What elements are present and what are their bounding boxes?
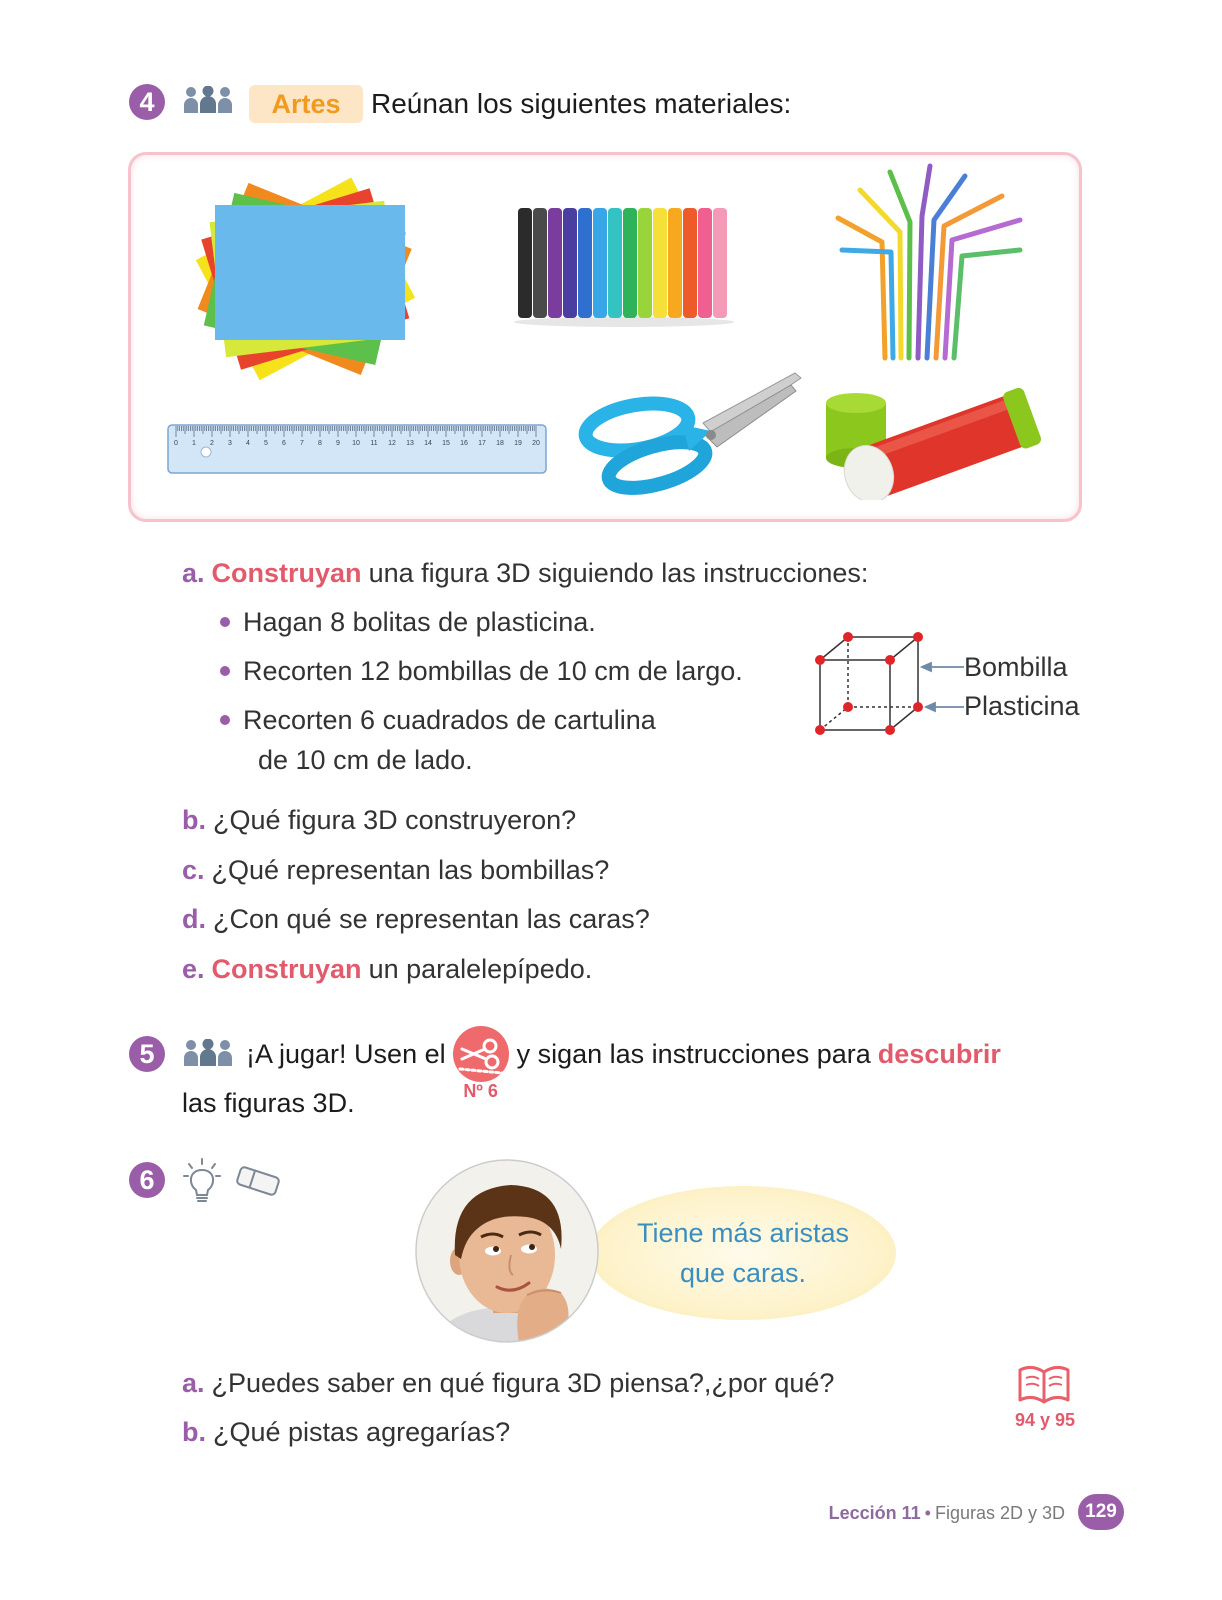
instruction-bullet: Hagan 8 bolitas de plasticina. bbox=[243, 607, 596, 637]
lesson-label: Lección 11 bbox=[828, 1503, 921, 1523]
item-text: un paralelepípedo. bbox=[368, 954, 593, 984]
highlight-verb: Construyan bbox=[211, 954, 362, 984]
item-text: ¿Qué figura 3D construyeron? bbox=[213, 805, 577, 835]
ruler-label: 3 bbox=[228, 440, 232, 447]
item-text: ¿Qué representan las bombillas? bbox=[211, 855, 610, 885]
ruler-label: 6 bbox=[282, 440, 286, 447]
question-d bbox=[182, 902, 650, 936]
plasticine-stick bbox=[563, 208, 577, 318]
instruction-text: y sigan las instrucciones para bbox=[516, 1038, 871, 1069]
speech-bubble bbox=[590, 1186, 896, 1320]
plasticine-stick bbox=[668, 208, 682, 318]
question-c bbox=[182, 853, 609, 887]
question-a bbox=[182, 1366, 834, 1400]
lesson-topic: Figuras 2D y 3D bbox=[934, 1503, 1065, 1523]
bullet bbox=[220, 666, 230, 676]
plasticine-stick bbox=[653, 208, 667, 318]
plasticine-stick bbox=[548, 208, 562, 318]
item-text: ¿Qué pistas agregarías? bbox=[213, 1417, 511, 1447]
ruler-label: 20 bbox=[532, 440, 540, 447]
item-label: a. bbox=[182, 1368, 205, 1398]
ruler-label: 12 bbox=[388, 440, 396, 447]
item-label: b. bbox=[182, 805, 206, 835]
lightbulb-icon bbox=[183, 1158, 221, 1204]
question-b bbox=[182, 1415, 510, 1449]
plasticine-stick bbox=[683, 208, 697, 318]
plasticine-image bbox=[512, 200, 742, 330]
item-text: una figura 3D siguiendo las instrucciones: bbox=[368, 558, 869, 588]
subject-tag: Artes bbox=[249, 85, 363, 123]
glue-stick-image bbox=[820, 385, 1045, 500]
ruler-label: 2 bbox=[210, 440, 214, 447]
item-label: d. bbox=[182, 904, 206, 934]
bullet bbox=[220, 617, 230, 627]
plasticine-stick bbox=[518, 208, 532, 318]
question-e bbox=[182, 952, 592, 986]
plasticine-stick bbox=[638, 208, 652, 318]
cube-diagram bbox=[800, 620, 970, 745]
ruler-label: 19 bbox=[514, 440, 522, 447]
item-text: ¿Con qué se representan las caras? bbox=[213, 904, 650, 934]
page-footer bbox=[0, 1500, 1065, 1526]
ruler-label: 9 bbox=[336, 440, 340, 447]
ruler-label: 11 bbox=[370, 440, 378, 447]
instruction-text: ¡A jugar! Usen el bbox=[246, 1038, 446, 1069]
activity-number-badge: 5 bbox=[129, 1036, 165, 1072]
activity5-instruction bbox=[246, 1024, 1001, 1101]
item-label: e. bbox=[182, 954, 205, 984]
footer-separator: • bbox=[924, 1503, 931, 1523]
plasticine-stick bbox=[608, 208, 622, 318]
plasticine-stick bbox=[533, 208, 547, 318]
item-text: ¿Puedes saber en qué figura 3D piensa?,¿por qué? bbox=[211, 1368, 835, 1398]
group-work-icon bbox=[183, 1039, 233, 1067]
speech-text: Tiene más aristas bbox=[636, 1218, 850, 1248]
cutout-scissors-icon bbox=[452, 1025, 510, 1083]
highlight-verb: Construyan bbox=[211, 558, 362, 588]
ruler-label: 7 bbox=[300, 440, 304, 447]
ruler-label: 15 bbox=[442, 440, 450, 447]
plasticine-stick bbox=[578, 208, 592, 318]
question-b bbox=[182, 803, 576, 837]
ruler-label: 17 bbox=[478, 440, 486, 447]
instruction-bullet: Recorten 6 cuadrados de cartulina bbox=[243, 705, 656, 735]
plasticine-stick bbox=[698, 208, 712, 318]
diagram-label-edge: Bombilla bbox=[964, 652, 1068, 682]
item-label: a. bbox=[182, 558, 205, 588]
speech-text: que caras. bbox=[679, 1258, 807, 1288]
ruler-label: 10 bbox=[352, 440, 360, 447]
activity-number-badge: 4 bbox=[129, 84, 165, 120]
plasticine-stick bbox=[713, 208, 727, 318]
colored-paper-image bbox=[185, 163, 435, 395]
workbook-icon bbox=[1016, 1360, 1072, 1408]
activity-number-badge: 6 bbox=[129, 1162, 165, 1198]
plasticine-stick bbox=[593, 208, 607, 318]
page-number: 129 bbox=[1078, 1494, 1124, 1530]
eraser-icon bbox=[232, 1164, 284, 1198]
instruction-bullet: Recorten 12 bombillas de 10 cm de largo. bbox=[243, 656, 743, 686]
straws-image bbox=[830, 160, 1030, 365]
ruler-label: 8 bbox=[318, 440, 322, 447]
instruction-text-line2: las figuras 3D. bbox=[182, 1088, 355, 1118]
ruler-label: 18 bbox=[496, 440, 504, 447]
item-label: c. bbox=[182, 855, 205, 885]
instruction-bullet-continuation: de 10 cm de lado. bbox=[258, 745, 473, 775]
group-work-icon bbox=[183, 86, 233, 114]
ruler-label: 1 bbox=[192, 440, 196, 447]
question-a bbox=[182, 556, 868, 590]
ruler-label: 0 bbox=[174, 440, 178, 447]
ruler-label: 13 bbox=[406, 440, 414, 447]
item-label: b. bbox=[182, 1417, 206, 1447]
boy-thinking-photo bbox=[415, 1159, 599, 1343]
ruler-label: 14 bbox=[424, 440, 432, 447]
activity-instruction: Reúnan los siguientes materiales: bbox=[371, 88, 792, 119]
cutout-number: Nº 6 bbox=[463, 1081, 498, 1101]
bullet bbox=[220, 715, 230, 725]
cutout-reference bbox=[452, 1025, 510, 1101]
ruler-label: 4 bbox=[246, 440, 250, 447]
workbook-pages: 94 y 95 bbox=[1014, 1410, 1076, 1430]
diagram-label-vertex: Plasticina bbox=[964, 691, 1080, 721]
scissors-image bbox=[565, 365, 805, 500]
plasticine-stick bbox=[623, 208, 637, 318]
ruler-image bbox=[166, 422, 548, 476]
ruler-label: 5 bbox=[264, 440, 268, 447]
highlight-verb: descubrir bbox=[877, 1038, 1001, 1069]
ruler-label: 16 bbox=[460, 440, 468, 447]
